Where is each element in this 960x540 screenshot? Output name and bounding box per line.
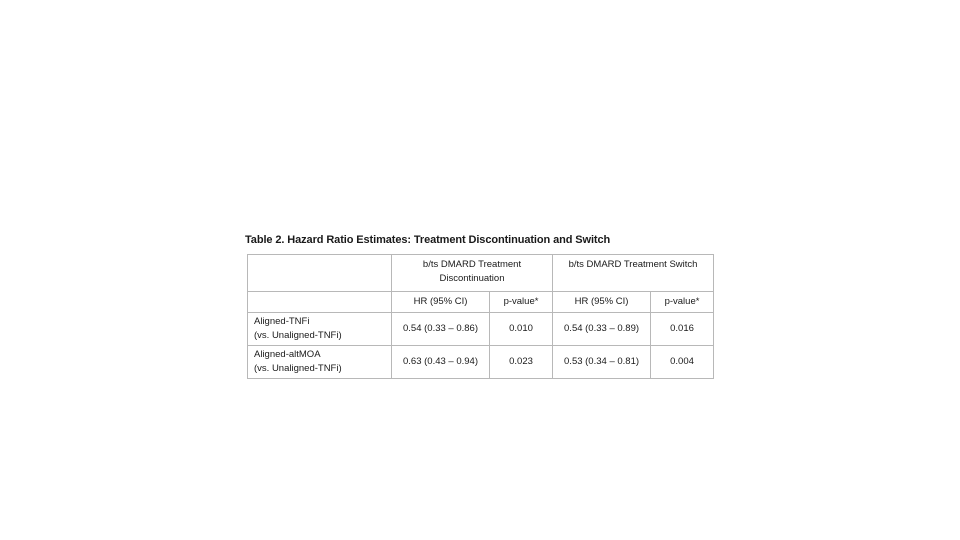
switch-pvalue-header: p-value* [651, 292, 714, 313]
discontinuation-header-line2: Discontinuation [439, 273, 505, 284]
table-title: Table 2. Hazard Ratio Estimates: Treatment Discontinuation and Switch [245, 234, 611, 246]
row-label-line1: Aligned-TNFi [254, 316, 310, 327]
disc-hr-cell: 0.54 (0.33 – 0.86) [392, 313, 490, 346]
switch-hr-cell: 0.54 (0.33 – 0.89) [553, 313, 651, 346]
row-label-line1: Aligned-altMOA [254, 349, 321, 360]
switch-pvalue-cell: 0.016 [651, 313, 714, 346]
switch-hr-cell: 0.53 (0.34 – 0.81) [553, 346, 651, 379]
empty-subheader-cell [248, 292, 392, 313]
row-label-line2: (vs. Unaligned-TNFi) [254, 330, 342, 341]
switch-header-line1: b/ts DMARD Treatment Switch [568, 259, 698, 270]
table-row [248, 313, 714, 346]
switch-pvalue-cell: 0.004 [651, 346, 714, 379]
switch-group-header [553, 255, 714, 292]
hazard-ratio-table [247, 254, 714, 379]
table-row [248, 346, 714, 379]
switch-hr-header: HR (95% CI) [553, 292, 651, 313]
disc-hr-cell: 0.63 (0.43 – 0.94) [392, 346, 490, 379]
disc-pvalue-header: p-value* [490, 292, 553, 313]
disc-pvalue-cell: 0.023 [490, 346, 553, 379]
disc-hr-header: HR (95% CI) [392, 292, 490, 313]
row-label [248, 346, 392, 379]
empty-header-cell [248, 255, 392, 292]
group-header-row [248, 255, 714, 292]
row-label-line2: (vs. Unaligned-TNFi) [254, 363, 342, 374]
discontinuation-header-line1: b/ts DMARD Treatment [422, 259, 522, 270]
row-label [248, 313, 392, 346]
discontinuation-group-header [392, 255, 553, 292]
disc-pvalue-cell: 0.010 [490, 313, 553, 346]
subheader-row [248, 292, 714, 313]
